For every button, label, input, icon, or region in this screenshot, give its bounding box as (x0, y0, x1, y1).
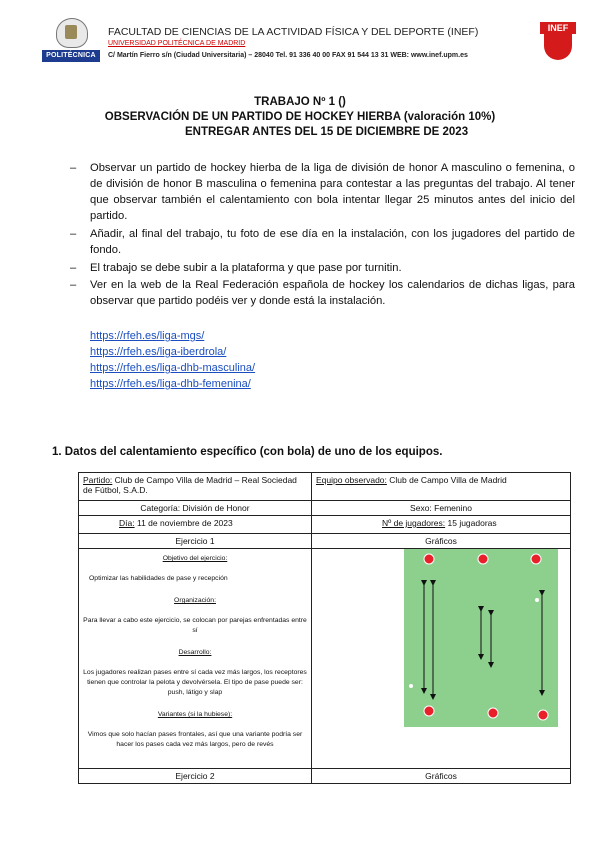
ball-marker (409, 684, 413, 688)
development-heading: Desarrollo: (178, 649, 212, 656)
date-cell (79, 516, 312, 534)
organization-text: Para llevar a cabo este ejercicio, se colocan por parejas enfrentadas entre sí (83, 617, 307, 634)
player-marker (488, 708, 498, 718)
objective-heading: Objetivo del ejercicio: (162, 555, 228, 562)
match-cell (79, 473, 312, 501)
ball-marker (535, 598, 539, 602)
section-1-title: 1. Datos del calentamiento específico (con bola) de uno de los equipos. (52, 446, 443, 458)
category-cell: Categoría: División de Honor (79, 501, 312, 516)
bullet-item: – Ver en la web de la Real Federación española de hockey los calendarios de dichas ligas, para observar que partido podéis ver y donde está la instalación. (70, 279, 575, 307)
upm-logo-text: POLITÉCNICA (42, 50, 100, 62)
organization-heading: Organización: (174, 597, 216, 604)
inef-logo-text: INEF (540, 22, 576, 34)
player-marker (538, 710, 548, 720)
link-liga-mgs[interactable]: https://rfeh.es/liga-mgs/ (90, 330, 205, 342)
player-marker (424, 706, 434, 716)
bullet-item: – El trabajo se debe subir a la plataforma y que pase por turnitin. (70, 262, 402, 274)
faculty-address: C/ Martín Fierro s/n (Ciudad Universitaria) – 28040 Tel. 91 336 40 00 FAX 91 544 13 31 WEB: www.inef.upm.es (108, 52, 468, 59)
players-label: Nº de jugadores: (382, 518, 446, 528)
team-value: Club de Campo Villa de Madrid (389, 475, 507, 485)
graphics-1-header: Gráficos (312, 534, 571, 549)
exercise-2-header: Ejercicio 2 (79, 769, 312, 784)
inef-logo (540, 22, 576, 64)
hockey-field-diagram (404, 549, 558, 727)
link-liga-dhb-femenina[interactable]: https://rfeh.es/liga-dhb-femenina/ (90, 378, 251, 390)
players-value: 15 jugadoras (447, 518, 497, 528)
drill-diagram-svg (404, 549, 558, 727)
assignment-title: TRABAJO Nº 1 () (254, 96, 346, 108)
date-label: Día: (119, 518, 135, 528)
date-value: 11 de noviembre de 2023 (136, 518, 233, 528)
team-cell (312, 473, 571, 501)
gender-cell: Sexo: Femenino (312, 501, 571, 516)
link-liga-iberdrola[interactable]: https://rfeh.es/liga-iberdrola/ (90, 346, 227, 358)
variants-text: Vimos que solo hacían pases frontales, así que una variante podría ser hacer los pases cada vez más largos, pero de revés (87, 731, 303, 748)
assignment-subtitle: OBSERVACIÓN DE UN PARTIDO DE HOCKEY HIERBA (valoración 10%) (104, 111, 496, 123)
match-value: Club de Campo Villa de Madrid – Real Sociedad de Fútbol, S.A.D. (83, 475, 297, 495)
link-liga-dhb-masculina[interactable]: https://rfeh.es/liga-dhb-masculina/ (90, 362, 256, 374)
variants-heading: Variantes (si la hubiese): (157, 711, 233, 718)
player-marker (478, 554, 488, 564)
match-label: Partido: (83, 475, 113, 485)
development-text: Los jugadores realizan pases entre sí cada vez más largos, los receptores tienen que controlar la pelota y devolvérsela. El tipo de pase puede ser: push, látigo y slap (83, 669, 307, 696)
exercise-1-description (79, 549, 312, 769)
exercise-1-header: Ejercicio 1 (79, 534, 312, 549)
objective-text: Optimizar las habilidades de pase y recepción (89, 575, 228, 582)
upm-logo (42, 18, 100, 62)
university-name: UNIVERSIDAD POLITÉCNICA DE MADRID (108, 40, 246, 47)
bullet-item: – Observar un partido de hockey hierba de la liga de división de honor A masculino o femenina, o de división de honor B masculina o femenina para contestar a las preguntas del trabajo. Al tener que observar también el calentamiento con bola intentar llegar 25 minutos antes del inicio del partido. (70, 162, 575, 222)
bullet-item: – Añadir, al final del trabajo, tu foto de ese día en la instalación, con los jugadores del partido de fondo. (70, 228, 575, 256)
league-links (90, 328, 255, 392)
faculty-name: FACULTAD DE CIENCIAS DE LA ACTIVIDAD FÍSICA Y DEL DEPORTE (INEF) (108, 26, 479, 38)
players-cell (312, 516, 571, 534)
team-label: Equipo observado: (316, 475, 387, 485)
player-marker (424, 554, 434, 564)
graphics-2-header: Gráficos (312, 769, 571, 784)
assignment-deadline: ENTREGAR ANTES DEL 15 DE DICIEMBRE DE 2023 (185, 126, 469, 138)
player-marker (531, 554, 541, 564)
upm-crest-icon (56, 18, 88, 48)
